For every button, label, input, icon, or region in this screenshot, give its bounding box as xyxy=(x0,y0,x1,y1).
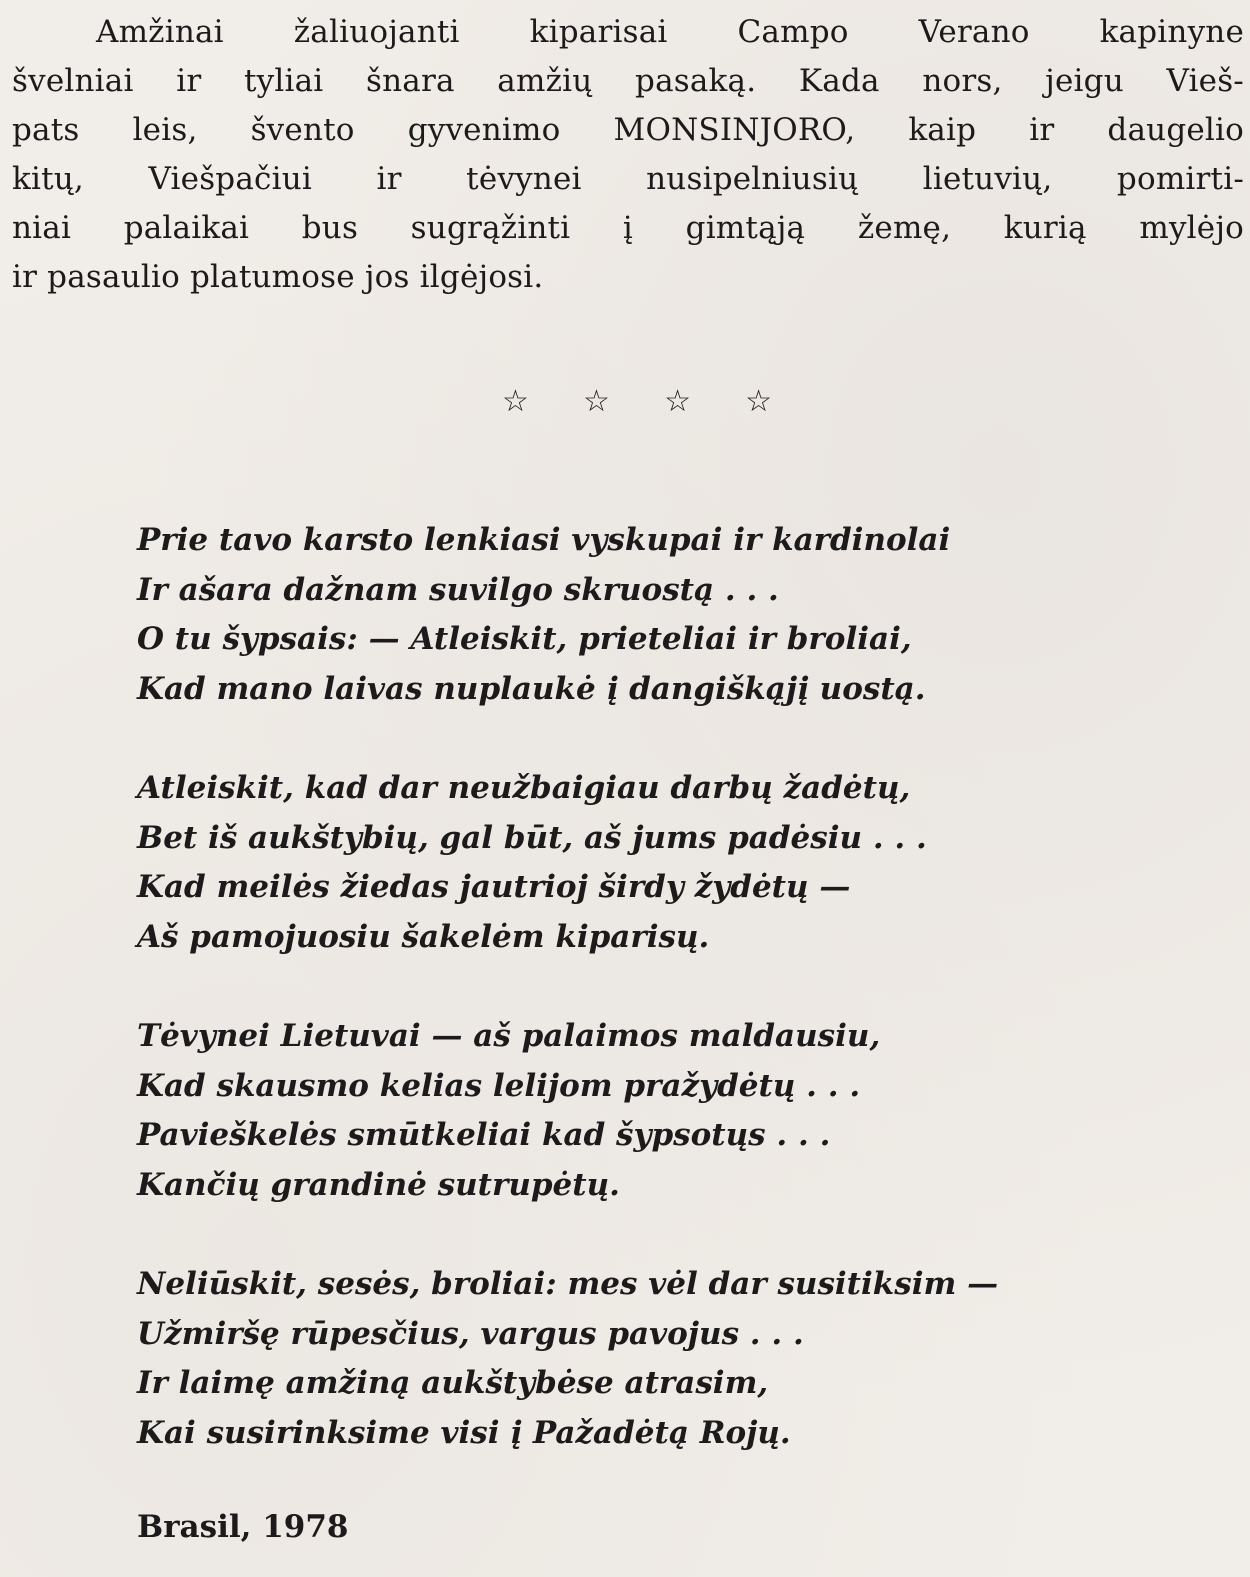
poem-verse: Kad skausmo kelias lelijom pražydėtų . . . xyxy=(137,1067,861,1104)
prose-paragraph xyxy=(12,8,1244,302)
star-separator xyxy=(502,384,772,420)
poem-verse: Bet iš aukštybių, gal būt, aš jums padėsiu . . . xyxy=(137,819,927,856)
poem-verse: Aš pamojuosiu šakelėm kiparisų. xyxy=(137,918,710,955)
poem-verse: Tėvynei Lietuvai — aš palaimos maldausiu, xyxy=(137,1018,881,1054)
poem-verse: O tu šypsais: — Atleiskit, prieteliai ir broliai, xyxy=(137,621,912,657)
poem-verse: Kad meilės žiedas jautrioj širdy žydėtų — xyxy=(137,869,851,905)
star-icon: ☆ xyxy=(745,384,772,419)
poem-verse: Pavieškelės smūtkeliai kad šypsotųs . . . xyxy=(137,1117,831,1153)
place-date-signature: Brasil, 1978 xyxy=(137,1509,349,1545)
poem-verse: Neliūskit, sesės, broliai: mes vėl dar susitiksim — xyxy=(137,1266,999,1302)
poem-verse: Ir laimę amžiną aukštybėse atrasim, xyxy=(137,1365,769,1401)
poem-verse: Ir ašara dažnam suvilgo skruostą . . . xyxy=(137,571,779,608)
poem-stanza xyxy=(137,1012,1237,1210)
star-icon: ☆ xyxy=(664,384,691,419)
poem-verse: Užmiršę rūpesčius, vargus pavojus . . . xyxy=(137,1315,804,1352)
poem-verse: Kai susirinksime visi į Pažadėtą Rojų. xyxy=(137,1414,791,1451)
poem xyxy=(137,516,1237,1458)
prose-line: švelniai ir tyliai šnara amžių pasaką. Kada nors, jeigu Vieš- xyxy=(12,63,1244,99)
prose-line: ir pasaulio platumose jos ilgėjosi. xyxy=(12,259,544,295)
poem-verse: Kad mano laivas nuplaukė į dangiškąjį uostą. xyxy=(137,670,926,707)
poem-verse: Prie tavo karsto lenkiasi vyskupai ir kardinolai xyxy=(137,522,951,558)
star-icon: ☆ xyxy=(502,384,529,419)
prose-line: Amžinai žaliuojanti kiparisai Campo Verano kapinyne xyxy=(96,14,1244,50)
star-icon: ☆ xyxy=(583,384,610,419)
prose-line: kitų, Viešpačiui ir tėvynei nusipelniusių lietuvių, pomirti- xyxy=(12,161,1244,197)
poem-verse: Kančių grandinė sutrupėtų. xyxy=(137,1166,620,1203)
prose-line: niai palaikai bus sugrąžinti į gimtąją žemę, kurią mylėjo xyxy=(12,210,1244,246)
prose-line: pats leis, švento gyvenimo MONSINJORO, kaip ir daugelio xyxy=(12,112,1244,148)
poem-stanza xyxy=(137,764,1237,962)
poem-stanza xyxy=(137,516,1237,714)
poem-stanza xyxy=(137,1260,1237,1458)
poem-verse: Atleiskit, kad dar neužbaigiau darbų žadėtų, xyxy=(137,770,911,806)
